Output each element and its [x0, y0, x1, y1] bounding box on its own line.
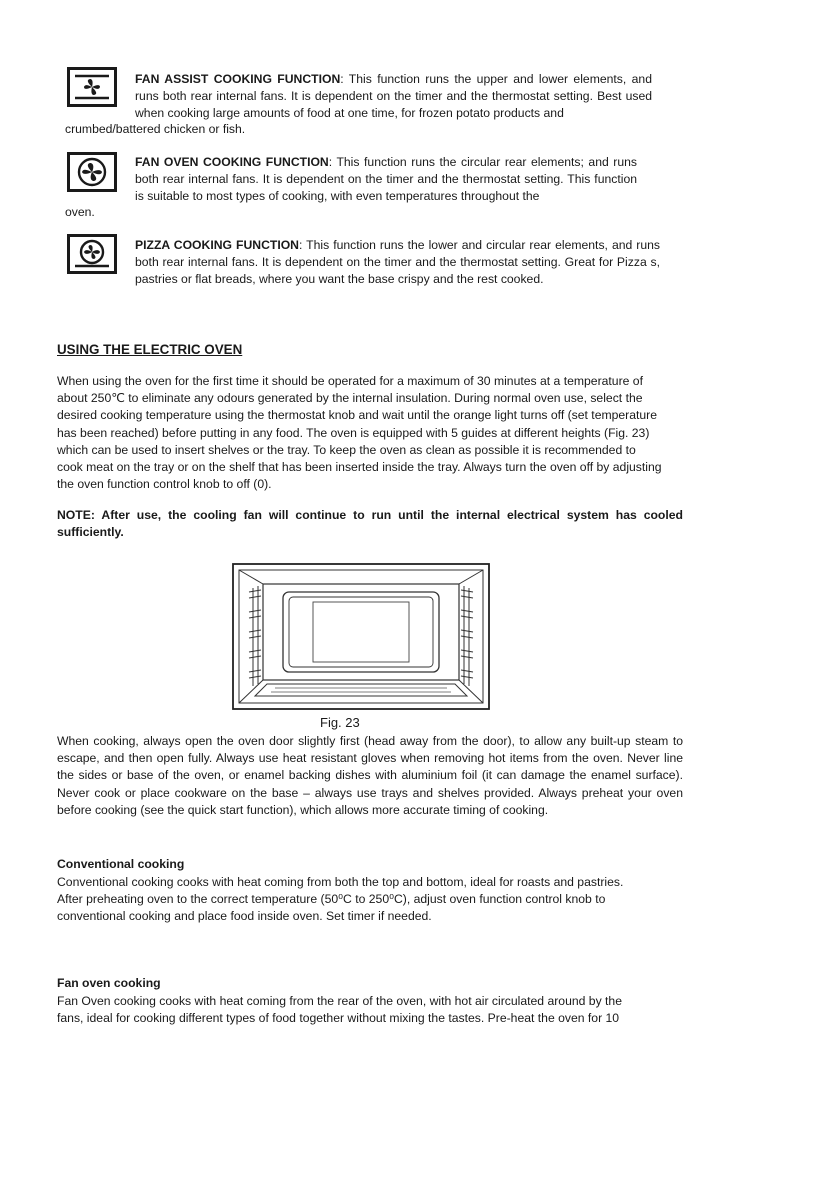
fan-oven-icon: [67, 152, 117, 192]
fan-oven-title: FAN OVEN COOKING FUNCTION: [135, 155, 329, 169]
fan-oven-cooking-heading: Fan oven cooking: [57, 976, 161, 990]
fan-oven-continuation: oven.: [65, 205, 95, 219]
conventional-heading: Conventional cooking: [57, 857, 185, 871]
pizza-title: PIZZA COOKING FUNCTION: [135, 238, 299, 252]
conventional-line-3: conventional cooking and place food inside oven. Set timer if needed.: [57, 909, 432, 923]
door-paragraph: When cooking, always open the oven door slightly first (head away from the door), to allow any built-up steam to escape, and then open fully. Always use heat resistant gloves when removing hot items from the oven. Never line the sides or base of the oven, or enamel backing dishes with aluminium foil (it can damage the enamel surface). Never cook or place cookware on the base – always use trays and shelves provided. Always preheat your oven before cooking (see the quick start function), which allows more accurate timing of cooking.: [57, 734, 683, 817]
oven-interior-figure: [231, 562, 491, 715]
note-paragraph: NOTE: After use, the cooling fan will continue to run until the internal electrical system has cooled sufficiently.: [57, 508, 683, 539]
conventional-line-2: After preheating oven to the correct temperature (50⁰C to 250⁰C), adjust oven function control knob to: [57, 892, 606, 906]
conventional-line-1: Conventional cooking cooks with heat coming from both the top and bottom, ideal for roasts and pastries.: [57, 875, 624, 889]
pizza-description: PIZZA COOKING FUNCTION: This function runs the lower and circular rear elements, and runs both rear internal fans. It is dependent on the timer and the thermostat setting. Great for Pizza s, pastries or flat breads, where you want the base crispy and the rest cooked.: [135, 238, 661, 286]
intro-paragraph: When using the oven for the first time it should be operated for a maximum of 30 minutes at a temperature of about 250℃ to eliminate any odours generated by the internal insulation. During normal oven use, select the desired cooking temperature using the thermostat knob and wait until the orange light turns off (set temperature has been reached) before putting in any food. The oven is equipped with 5 guides at different heights (Fig. 23) which can be used to insert shelves or the tray. To keep the oven as clean as possible it is recommended to cook meat on the tray or on the shelf that has been inserted inside the tray. Always turn the oven off by adjusting the oven function control knob to off (0).: [57, 374, 662, 492]
fan-assist-icon: [67, 67, 117, 107]
figure-caption: Fig. 23: [320, 715, 360, 730]
fan-assist-description: FAN ASSIST COOKING FUNCTION: This function runs the upper and lower elements, and runs both rear internal fans. It is dependent on the timer and the thermostat setting. Best used when cooking large amounts of food at one time, for frozen potato products and: [135, 72, 652, 120]
fan-oven-description: FAN OVEN COOKING FUNCTION: This function runs the circular rear elements; and runs both rear internal fans. It is dependent on the timer and the thermostat setting. This function is suitable to most types of cooking, with even temperatures throughout the: [135, 155, 637, 203]
fan-assist-continuation: crumbed/battered chicken or fish.: [65, 122, 246, 136]
section-heading: USING THE ELECTRIC OVEN: [57, 342, 243, 357]
fan-oven-cooking-line-2: fans, ideal for cooking different types of food together without mixing the tastes. Pre-heat the oven for 10: [57, 1011, 620, 1025]
pizza-icon: [67, 234, 117, 274]
fan-oven-cooking-line-1: Fan Oven cooking cooks with heat coming from the rear of the oven, with hot air circulated around by the: [57, 994, 622, 1008]
fan-assist-title: FAN ASSIST COOKING FUNCTION: [135, 72, 341, 86]
